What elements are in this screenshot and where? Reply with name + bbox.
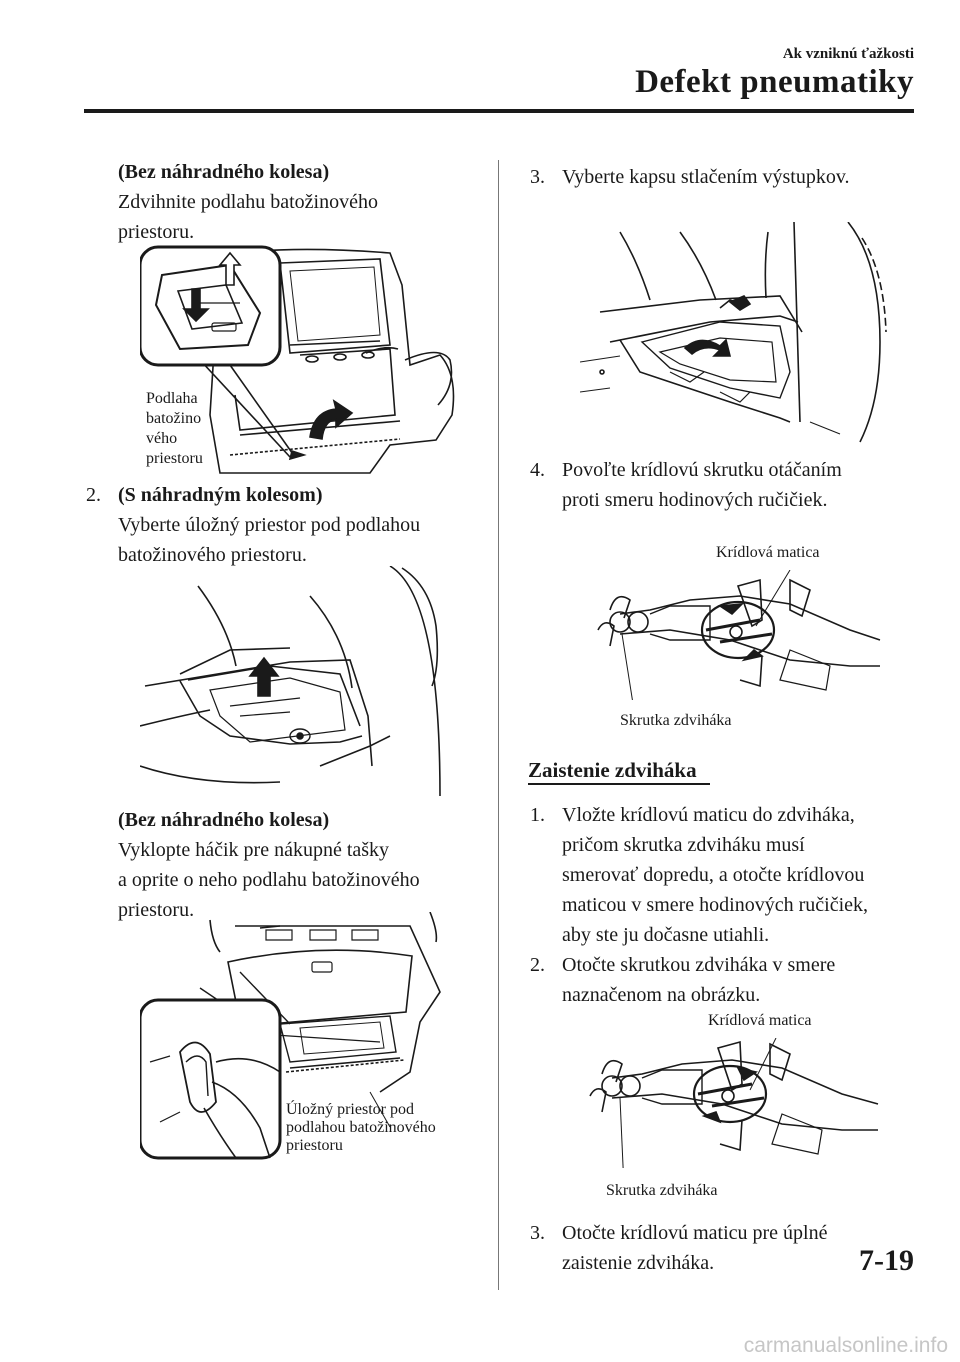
step-2-heading: (S náhradným kolesom)	[118, 484, 323, 506]
step-4-text-line-1: Povoľte krídlovú skrutku otáčaním	[562, 459, 842, 481]
step-2-number: 2.	[86, 484, 101, 506]
s1-text-line-2: pričom skrutka zdviháku musí	[562, 834, 805, 856]
page-number: 7-19	[859, 1244, 914, 1277]
fig5-label-jack-screw: Skrutka zdviháka	[620, 712, 732, 729]
no-spare-heading-1: (Bez náhradného kolesa)	[118, 161, 330, 183]
no-spare-text-1-line-1: Zdvihnite podlahu batožinového	[118, 191, 378, 213]
section-heading: Zaistenie zdviháka	[528, 758, 697, 782]
s2-text-line-1: Otočte skrutkou zdviháka v smere	[562, 954, 836, 976]
fig5-label-wing-nut: Krídlová matica	[716, 544, 820, 561]
s3-number: 3.	[530, 1222, 545, 1244]
section-name: Ak vzniknú ťažkosti	[782, 46, 914, 62]
header-rule	[84, 109, 914, 113]
s1-text-line-5: aby ste ju dočasne utiahli.	[562, 924, 770, 946]
fig6-label-wing-nut: Krídlová matica	[708, 1012, 812, 1029]
no-spare-text-2-line-3: priestoru.	[118, 899, 195, 921]
step-3-text: Vyberte kapsu stlačením výstupkov.	[562, 166, 850, 188]
s1-text-line-3: smerovať dopredu, a otočte krídlovou	[562, 864, 865, 886]
section-heading-underline	[528, 783, 710, 785]
s1-number: 1.	[530, 804, 545, 826]
s3-text-line-2: zaistenie zdviháka.	[562, 1252, 715, 1274]
no-spare-text-1-line-2: priestoru.	[118, 221, 195, 243]
fig1-label-line-1: Podlaha	[146, 390, 198, 407]
s2-text-line-2: naznačenom na obrázku.	[562, 984, 761, 1006]
figure-lift-trunk-floor	[140, 245, 460, 475]
fig3-label-line-1: Úložný priestor pod	[286, 1101, 414, 1118]
no-spare-text-2-line-1: Vyklopte háčik pre nákupné tašky	[118, 839, 390, 861]
fig3-label-line-2: podlahou batožinového	[286, 1119, 436, 1136]
s1-text-line-1: Vložte krídlovú maticu do zdviháka,	[562, 804, 855, 826]
s2-number: 2.	[530, 954, 545, 976]
step-4-number: 4.	[530, 459, 545, 481]
no-spare-heading-2: (Bez náhradného kolesa)	[118, 809, 330, 831]
page-title: Defekt pneumatiky	[635, 64, 914, 100]
figure-jack-loosen	[590, 570, 890, 700]
step-3-number: 3.	[530, 166, 545, 188]
watermark: carmanualsonline.info	[743, 1334, 948, 1357]
figure-jack-secure	[580, 1038, 890, 1168]
no-spare-text-2-line-2: a oprite o neho podlahu batožinového	[118, 869, 420, 891]
s3-text-line-1: Otočte krídlovú maticu pre úplné	[562, 1222, 828, 1244]
fig1-label-line-4: priestoru	[146, 450, 203, 467]
s1-text-line-4: maticou v smere hodinových ručičiek,	[562, 894, 869, 916]
fig1-label-line-2: batožino	[146, 410, 202, 427]
fig3-label-line-3: priestoru	[286, 1137, 343, 1154]
step-2-text-line-1: Vyberte úložný priestor pod podlahou	[118, 514, 421, 536]
figure-remove-pocket	[580, 222, 900, 452]
column-divider	[498, 160, 499, 1290]
step-4-text-line-2: proti smeru hodinových ručičiek.	[562, 489, 828, 511]
figure-remove-storage	[140, 566, 450, 796]
fig6-label-jack-screw: Skrutka zdviháka	[606, 1182, 718, 1199]
step-2-text-line-2: batožinového priestoru.	[118, 544, 307, 566]
fig1-label-line-3: vého	[146, 430, 178, 447]
